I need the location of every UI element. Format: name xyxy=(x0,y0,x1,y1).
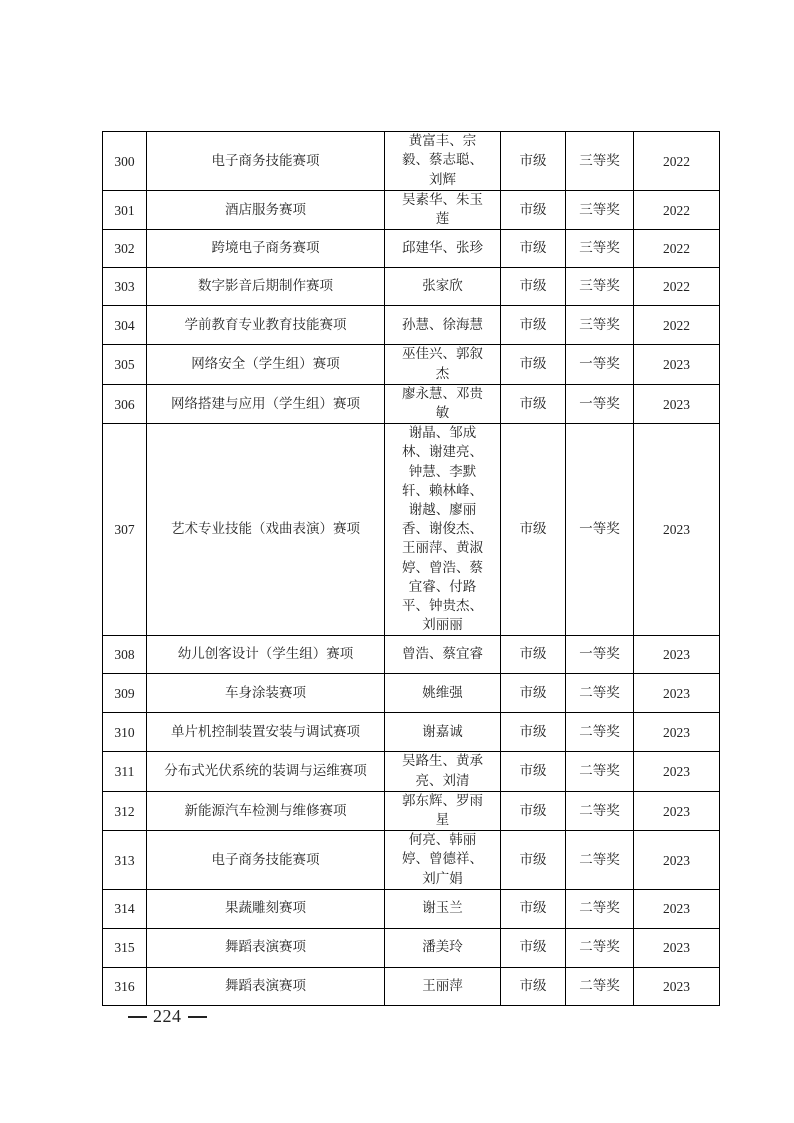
event-name-cell: 电子商务技能赛项 xyxy=(147,831,385,890)
participant-line: 星 xyxy=(435,812,450,829)
year-cell: 2023 xyxy=(634,967,720,1005)
level-cell: 市级 xyxy=(501,636,566,674)
participant-line: 刘广娟 xyxy=(422,870,463,887)
award-cell: 二等奖 xyxy=(566,967,634,1005)
row-number-cell: 300 xyxy=(103,132,147,191)
event-name-cell: 网络搭建与应用（学生组）赛项 xyxy=(147,384,385,423)
row-number-cell: 301 xyxy=(103,191,147,230)
participant-line: 谢晶、邹成 xyxy=(408,425,477,442)
table-row xyxy=(103,674,720,713)
participant-names xyxy=(402,132,483,190)
row-number-cell: 306 xyxy=(103,384,147,423)
table-row xyxy=(103,306,720,345)
level-cell: 市级 xyxy=(501,345,566,384)
year-cell: 2023 xyxy=(634,831,720,890)
page-number-footer xyxy=(122,1006,213,1027)
level-cell: 市级 xyxy=(501,967,566,1005)
event-name-cell: 新能源汽车检测与维修赛项 xyxy=(147,791,385,830)
level-cell: 市级 xyxy=(501,674,566,713)
participant-line: 谢越、廖丽 xyxy=(408,502,477,519)
participants-cell xyxy=(385,831,501,890)
participant-line: 巫佳兴、郭叙 xyxy=(402,346,483,363)
year-cell: 2022 xyxy=(634,230,720,268)
participants-cell xyxy=(385,132,501,191)
level-cell: 市级 xyxy=(501,268,566,306)
award-cell: 三等奖 xyxy=(566,191,634,230)
level-cell: 市级 xyxy=(501,831,566,890)
table-row xyxy=(103,191,720,230)
participant-names xyxy=(402,191,483,229)
award-cell: 三等奖 xyxy=(566,132,634,191)
participant-names xyxy=(402,752,483,790)
participants-cell xyxy=(385,791,501,830)
participant-names xyxy=(402,792,483,830)
participants-cell xyxy=(385,424,501,636)
participant-line: 婷、曾德祥、 xyxy=(402,851,483,868)
event-name-cell: 数字影音后期制作赛项 xyxy=(147,268,385,306)
participants-cell xyxy=(385,306,501,345)
dash-left xyxy=(128,1016,147,1018)
participant-line: 何亮、韩丽 xyxy=(408,832,477,849)
row-number-cell: 310 xyxy=(103,713,147,752)
participant-line: 王丽萍 xyxy=(422,977,463,994)
table-row xyxy=(103,928,720,967)
participant-names xyxy=(402,316,483,335)
award-cell: 一等奖 xyxy=(566,345,634,384)
participant-line: 林、谢建亮、 xyxy=(402,444,483,461)
participant-line: 姚维强 xyxy=(422,684,463,701)
table-row xyxy=(103,345,720,384)
event-name-cell: 舞蹈表演赛项 xyxy=(147,928,385,967)
row-number-cell: 305 xyxy=(103,345,147,384)
level-cell: 市级 xyxy=(501,306,566,345)
participant-line: 孙慧、徐海慧 xyxy=(402,316,483,333)
participant-line: 毅、蔡志聪、 xyxy=(402,152,483,169)
participants-cell xyxy=(385,268,501,306)
participant-names xyxy=(402,385,483,423)
participant-line: 邱建华、张珍 xyxy=(402,240,483,257)
year-cell: 2023 xyxy=(634,928,720,967)
year-cell: 2022 xyxy=(634,268,720,306)
participants-cell xyxy=(385,191,501,230)
year-cell: 2022 xyxy=(634,191,720,230)
participants-cell xyxy=(385,230,501,268)
participant-line: 莲 xyxy=(435,211,450,228)
event-name-cell: 果蔬雕刻赛项 xyxy=(147,889,385,928)
participant-line: 吴素华、朱玉 xyxy=(402,192,483,208)
year-cell: 2022 xyxy=(634,306,720,345)
participants-cell xyxy=(385,636,501,674)
participant-line: 吴路生、黄承 xyxy=(402,753,483,770)
row-number-cell: 302 xyxy=(103,230,147,268)
year-cell: 2023 xyxy=(634,424,720,636)
participant-names xyxy=(422,684,463,703)
participants-cell xyxy=(385,967,501,1005)
participant-line: 廖永慧、邓贵 xyxy=(402,385,483,402)
event-name-cell: 舞蹈表演赛项 xyxy=(147,967,385,1005)
row-number-cell: 304 xyxy=(103,306,147,345)
award-cell: 二等奖 xyxy=(566,752,634,791)
awards-table-body xyxy=(103,132,720,1006)
award-cell: 二等奖 xyxy=(566,674,634,713)
participant-names xyxy=(402,239,483,258)
event-name-cell: 艺术专业技能（戏曲表演）赛项 xyxy=(147,424,385,636)
level-cell: 市级 xyxy=(501,713,566,752)
participant-line: 谢嘉诚 xyxy=(422,723,463,740)
table-row xyxy=(103,230,720,268)
table-row xyxy=(103,831,720,890)
table-row xyxy=(103,132,720,191)
event-name-cell: 跨境电子商务赛项 xyxy=(147,230,385,268)
award-cell: 三等奖 xyxy=(566,268,634,306)
award-cell: 二等奖 xyxy=(566,928,634,967)
participant-line: 宜睿、付路 xyxy=(408,578,477,595)
participant-names xyxy=(402,645,483,664)
table-row xyxy=(103,889,720,928)
level-cell: 市级 xyxy=(501,384,566,423)
participant-names xyxy=(402,424,483,635)
participant-names xyxy=(422,277,463,296)
level-cell: 市级 xyxy=(501,889,566,928)
participant-line: 钟慧、李默 xyxy=(408,463,477,480)
year-cell: 2023 xyxy=(634,674,720,713)
event-name-cell: 电子商务技能赛项 xyxy=(147,132,385,191)
table-row xyxy=(103,268,720,306)
dash-right xyxy=(188,1016,207,1018)
level-cell: 市级 xyxy=(501,132,566,191)
participant-names xyxy=(422,938,463,957)
award-cell: 一等奖 xyxy=(566,424,634,636)
participant-line: 敏 xyxy=(435,405,450,422)
participant-line: 婷、曾浩、蔡 xyxy=(402,559,483,576)
participant-names xyxy=(422,723,463,742)
row-number-cell: 308 xyxy=(103,636,147,674)
participant-line: 轩、赖林峰、 xyxy=(402,482,483,499)
awards-table xyxy=(102,131,720,1006)
level-cell: 市级 xyxy=(501,230,566,268)
participant-line: 平、钟贵杰、 xyxy=(402,598,483,615)
table-row xyxy=(103,791,720,830)
event-name-cell: 学前教育专业教育技能赛项 xyxy=(147,306,385,345)
participant-line: 郭东辉、罗雨 xyxy=(402,792,483,809)
level-cell: 市级 xyxy=(501,191,566,230)
table-row xyxy=(103,713,720,752)
row-number-cell: 311 xyxy=(103,752,147,791)
year-cell: 2023 xyxy=(634,752,720,791)
row-number-cell: 315 xyxy=(103,928,147,967)
row-number-cell: 309 xyxy=(103,674,147,713)
event-name-cell: 车身涂装赛项 xyxy=(147,674,385,713)
level-cell: 市级 xyxy=(501,424,566,636)
award-cell: 二等奖 xyxy=(566,713,634,752)
participant-line: 刘辉 xyxy=(429,171,456,188)
participant-line: 刘丽丽 xyxy=(422,617,463,634)
participant-line: 黄富丰、宗 xyxy=(408,133,477,150)
award-cell: 一等奖 xyxy=(566,636,634,674)
event-name-cell: 分布式光伏系统的装调与运维赛项 xyxy=(147,752,385,791)
participant-line: 香、谢俊杰、 xyxy=(402,521,483,538)
level-cell: 市级 xyxy=(501,752,566,791)
participants-cell xyxy=(385,674,501,713)
award-cell: 三等奖 xyxy=(566,230,634,268)
year-cell: 2023 xyxy=(634,384,720,423)
event-name-cell: 单片机控制装置安装与调试赛项 xyxy=(147,713,385,752)
award-cell: 二等奖 xyxy=(566,791,634,830)
table-row xyxy=(103,636,720,674)
participant-names xyxy=(402,345,483,383)
participant-line: 张家欣 xyxy=(422,278,463,295)
participant-line: 谢玉兰 xyxy=(422,900,463,917)
year-cell: 2023 xyxy=(634,345,720,384)
event-name-cell: 网络安全（学生组）赛项 xyxy=(147,345,385,384)
participant-line: 王丽萍、黄淑 xyxy=(402,540,483,557)
event-name-cell: 酒店服务赛项 xyxy=(147,191,385,230)
year-cell: 2023 xyxy=(634,889,720,928)
award-cell: 二等奖 xyxy=(566,831,634,890)
participant-line: 曾浩、蔡宜睿 xyxy=(402,646,483,663)
participants-cell xyxy=(385,345,501,384)
row-number-cell: 303 xyxy=(103,268,147,306)
row-number-cell: 307 xyxy=(103,424,147,636)
award-cell: 二等奖 xyxy=(566,889,634,928)
level-cell: 市级 xyxy=(501,928,566,967)
participant-line: 杰 xyxy=(435,365,450,382)
participant-names xyxy=(402,831,483,889)
award-cell: 一等奖 xyxy=(566,384,634,423)
year-cell: 2023 xyxy=(634,713,720,752)
participants-cell xyxy=(385,752,501,791)
participants-cell xyxy=(385,713,501,752)
year-cell: 2023 xyxy=(634,636,720,674)
year-cell: 2022 xyxy=(634,132,720,191)
table-row xyxy=(103,424,720,636)
participant-names xyxy=(422,899,463,918)
participants-cell xyxy=(385,928,501,967)
level-cell: 市级 xyxy=(501,791,566,830)
participant-line: 亮、刘清 xyxy=(415,772,470,789)
page-number: 224 xyxy=(153,1006,182,1026)
table-row xyxy=(103,384,720,423)
row-number-cell: 312 xyxy=(103,791,147,830)
participants-cell xyxy=(385,384,501,423)
row-number-cell: 316 xyxy=(103,967,147,1005)
table-row xyxy=(103,752,720,791)
event-name-cell: 幼儿创客设计（学生组）赛项 xyxy=(147,636,385,674)
participant-names xyxy=(422,977,463,996)
table-row xyxy=(103,967,720,1005)
award-cell: 三等奖 xyxy=(566,306,634,345)
year-cell: 2023 xyxy=(634,791,720,830)
participant-line: 潘美玲 xyxy=(422,939,463,956)
participants-cell xyxy=(385,889,501,928)
row-number-cell: 313 xyxy=(103,831,147,890)
row-number-cell: 314 xyxy=(103,889,147,928)
